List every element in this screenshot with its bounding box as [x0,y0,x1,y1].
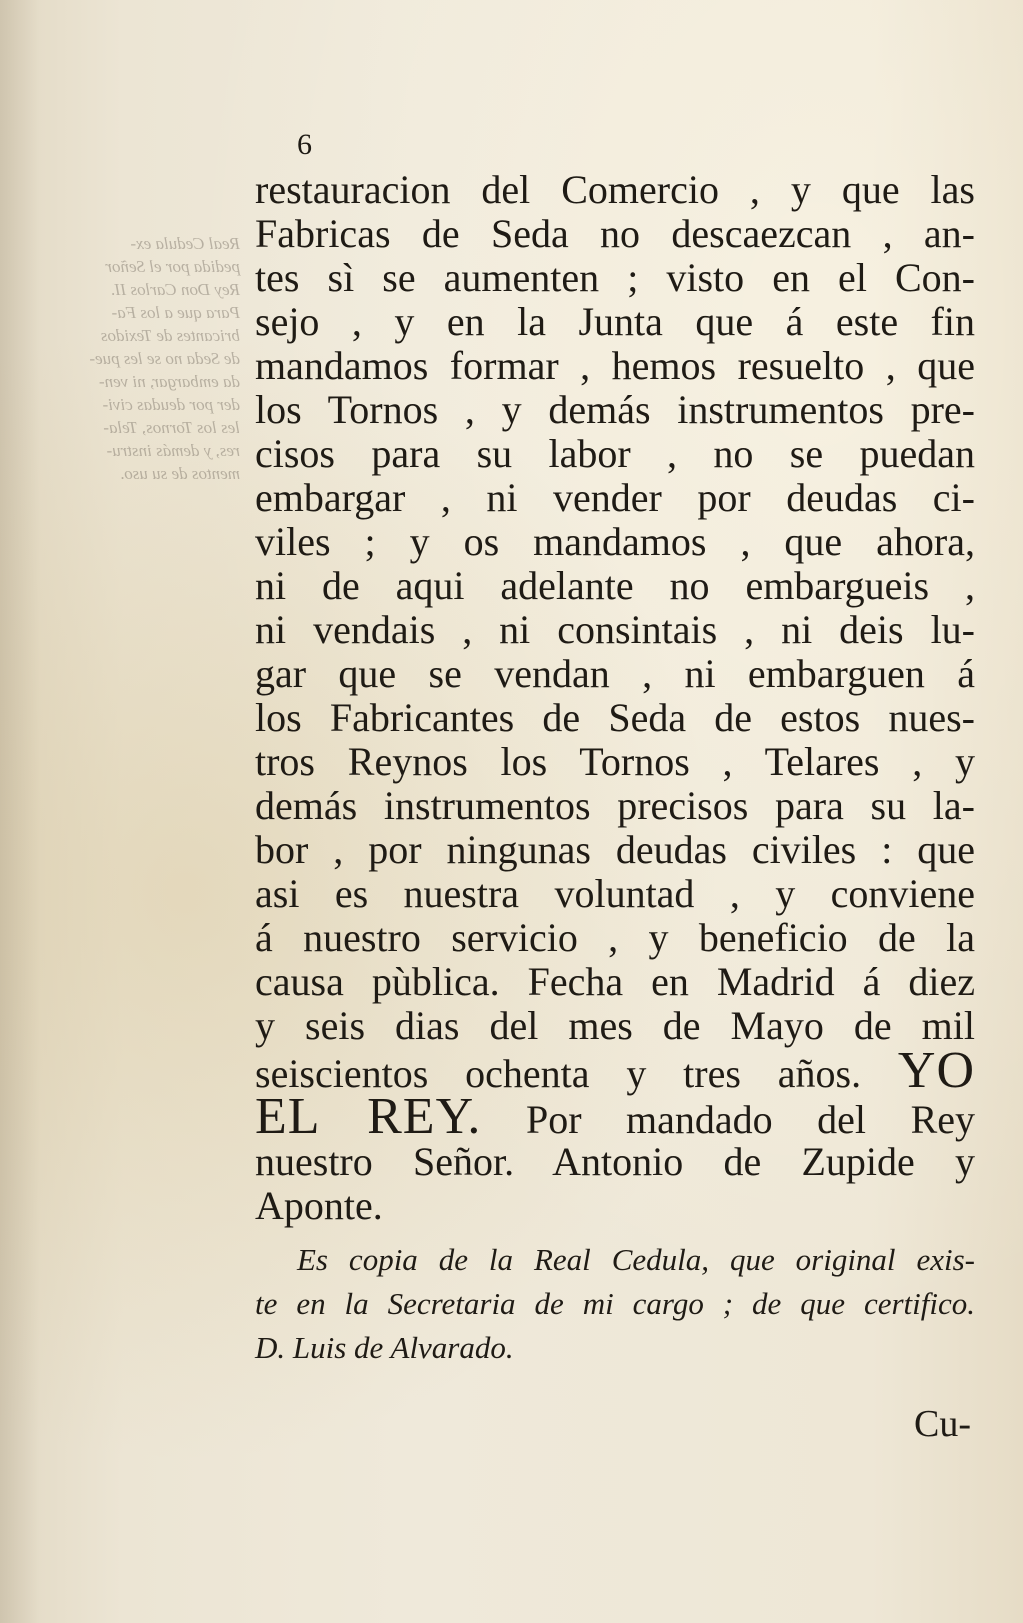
certification-block [255,1238,975,1370]
text-line: tes sì se aumenten ; visto en el Con- [255,255,975,300]
text-line: y seis dias del mes de Mayo de mil [255,1003,975,1048]
text-line: demás instrumentos precisos para su la- [255,783,975,828]
page-number: 6 [297,128,312,161]
text-line: sejo , y en la Junta que á este fin [255,299,975,344]
bleed-line: der por deudas civi- [102,395,240,414]
text-line: gar que se vendan , ni embarguen á [255,651,975,696]
text-line: bor , por ningunas deudas civiles : que [255,827,975,872]
text-line-el-rey [255,1088,975,1145]
certification-signature: D. Luis de Alvarado. [255,1330,514,1365]
certification-line: te en la Secretaria de mi cargo ; de que certifico. [255,1286,975,1321]
text-line: ni de aqui adelante no embargueis , [255,563,975,608]
yo-line-text: seiscientos ochenta y tres años. [255,1051,862,1096]
bleed-line: de Seda no se les pue- [89,349,240,368]
text-line: mandamos formar , hemos resuelto , que [255,343,975,388]
bleed-through-margin-note [15,232,240,485]
text-line: restauracion del Comercio , y que las [255,167,975,212]
bleed-line: les los Tornos, Tela- [103,418,240,437]
text-line-signature: nuestro Señor. Antonio de Zupide y [255,1139,975,1184]
el-rey-caps: EL REY. [255,1088,482,1145]
bleed-line: mentos de su uso. [120,464,240,483]
yo-caps: YO [897,1042,975,1099]
bleed-line: res, y demás instru- [106,441,240,460]
certification-line: Es copia de la Real Cedula, que original exis- [297,1242,975,1277]
text-line: los Tornos , y demás instrumentos pre- [255,387,975,432]
text-line: ni vendais , ni consintais , ni deis lu- [255,607,975,652]
text-line: los Fabricantes de Seda de estos nues- [255,695,975,740]
bleed-line: Real Cedula ex- [130,234,240,253]
text-line: á nuestro servicio , y beneficio de la [255,915,975,960]
text-line: asi es nuestra voluntad , y conviene [255,871,975,916]
bleed-line: Para que a los Fa- [111,303,240,322]
text-line: embargar , ni vender por deudas ci- [255,475,975,520]
catchword: Cu- [914,1403,971,1445]
bleed-line: pedida por el Señor [105,257,240,276]
bleed-line: Rey Don Carlos II. [110,280,240,299]
el-rey-line-text: Por mandado del Rey [525,1097,975,1142]
body-text [255,168,975,1228]
bleed-line: da embargar, ni ven- [98,372,240,391]
text-line: causa pùblica. Fecha en Madrid á diez [255,959,975,1004]
text-line: cisos para su labor , no se puedan [255,431,975,476]
text-line: viles ; y os mandamos , que ahora, [255,519,975,564]
text-line: tros Reynos los Tornos , Telares , y [255,739,975,784]
text-line-final: Aponte. [255,1183,383,1228]
bleed-line: bricantes de Texidos [100,326,240,345]
text-line: Fabricas de Seda no descaezcan , an- [255,211,975,256]
